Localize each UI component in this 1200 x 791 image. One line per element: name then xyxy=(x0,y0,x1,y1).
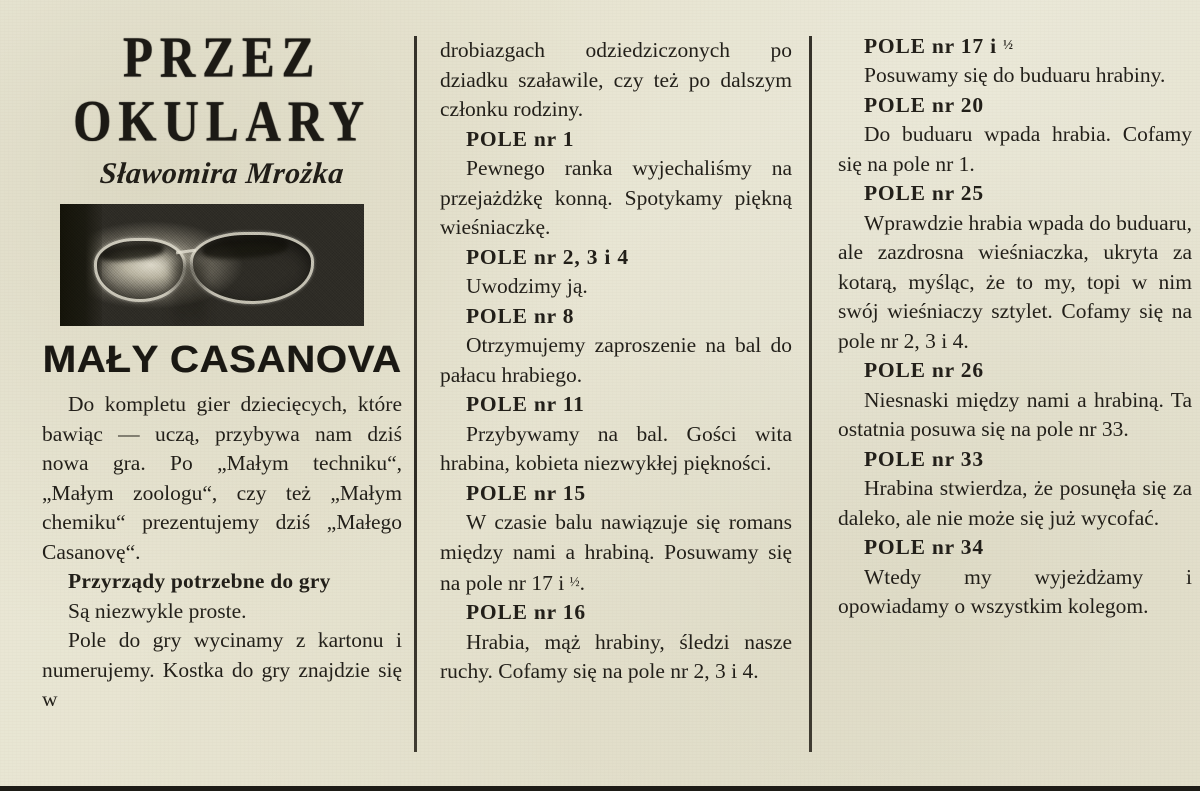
column-left-body xyxy=(42,390,402,715)
pole-heading-15: POLE nr 15 xyxy=(466,480,586,505)
pole-text-34: Wtedy my wyjeżdżamy i opowiadamy o wszystkim kolegom. xyxy=(838,564,1192,619)
pole-heading-20: POLE nr 20 xyxy=(864,92,984,117)
pole-heading-8: POLE nr 8 xyxy=(466,303,575,328)
pole-text-15 xyxy=(440,508,792,598)
paragraph-sa-niezwykle: Są niezwykle proste. xyxy=(68,598,247,623)
photo-halftone-grain xyxy=(60,204,364,326)
pole-text-15-before: W czasie balu nawiązuje się romans między nami a hrabiną. Posuwamy się na pole nr 17 i xyxy=(440,510,792,595)
pole-text-11: Przybywamy na bal. Gości wita hrabina, kobieta niezwykłej piękności. xyxy=(440,421,792,475)
pole-heading-33: POLE nr 33 xyxy=(864,446,984,471)
pole-heading-2-3-4: POLE nr 2, 3 i 4 xyxy=(466,244,629,269)
pole-heading-17-and-half xyxy=(838,30,1192,61)
column-left xyxy=(42,0,402,791)
column-right-body xyxy=(838,30,1192,622)
subhead-przyrzady: Przyrządy potrzebne do gry xyxy=(68,569,331,593)
masthead-line-przez: PRZEZ xyxy=(122,24,322,90)
pole-heading-16: POLE nr 16 xyxy=(466,600,586,625)
intro-paragraph: Do kompletu gier dziecięcych, które bawiąc — uczą, przybywa nam dziś nowa gra. Po „Małym techniku“, „Małym zoologu“, czy też „Małym chemiku“ prezentujemy dziś „Małego Casanovę“. xyxy=(42,392,402,564)
pole-text-20: Do buduaru wpada hrabia. Cofamy się na pole nr 1. xyxy=(838,122,1192,176)
pole-text-25: Wprawdzie hrabia wpada do buduaru, ale zazdrosna wieśniaczka, ukryta za kotarą, myśląc, że to my, topi w nim swój wieśniaczy sztylet. Cofamy się na pole nr 2, 3 i 4. xyxy=(838,210,1192,353)
pole-text-8: Otrzymujemy zaproszenie na bal do pałacu hrabiego. xyxy=(440,333,792,387)
pole-heading-25: POLE nr 25 xyxy=(864,181,984,206)
paragraph-continuation-drobiazgach: drobiazgach odziedziczonych po dziadku szaławile, czy też po dalszym członku rodziny. xyxy=(440,38,792,121)
fraction-one-half-inline: ½ xyxy=(569,574,580,589)
pole-heading-11: POLE nr 11 xyxy=(466,392,585,416)
pole-heading-34: POLE nr 34 xyxy=(864,535,984,560)
pole-text-33: Hrabina stwierdza, że posunęła się za daleko, ale nie może się już wycofać. xyxy=(838,476,1192,530)
pole-text-2-3-4: Uwodzimy ją. xyxy=(466,274,588,298)
masthead-line-okulary: OKULARY xyxy=(73,88,371,154)
pole-heading-26: POLE nr 26 xyxy=(864,358,984,383)
fraction-one-half-heading: ½ xyxy=(1003,37,1014,52)
pole-heading-17-prefix: POLE nr 17 i xyxy=(864,33,1004,58)
page-bottom-edge xyxy=(0,786,1200,791)
column-right xyxy=(838,0,1192,791)
pole-heading-1: POLE nr 1 xyxy=(466,126,575,151)
article-title: MAŁY CASANOVA xyxy=(42,339,402,381)
paragraph-pole-do-gry: Pole do gry wycinamy z kartonu i numerujemy. Kostka do gry znajdzie się w xyxy=(42,628,402,711)
column-middle-body xyxy=(440,36,792,687)
pole-text-1: Pewnego ranka wyjechaliśmy na przejażdżkę konną. Spotykamy piękną wieśniaczkę. xyxy=(440,156,792,239)
pole-text-15-after: . xyxy=(579,570,585,595)
pole-text-16: Hrabia, mąż hrabiny, śledzi nasze ruchy. Cofamy się na pole nr 2, 3 i 4. xyxy=(440,629,792,684)
pole-text-17-and-half: Posuwamy się do buduaru hrabiny. xyxy=(864,63,1166,88)
masthead xyxy=(42,24,402,190)
column-middle xyxy=(440,0,792,791)
masthead-author-script: Sławomira Mrożka xyxy=(98,157,346,190)
author-portrait-photo xyxy=(60,204,364,326)
pole-text-26: Niesnaski między nami a hrabiną. Ta ostatnia posuwa się na pole nr 33. xyxy=(838,387,1192,442)
